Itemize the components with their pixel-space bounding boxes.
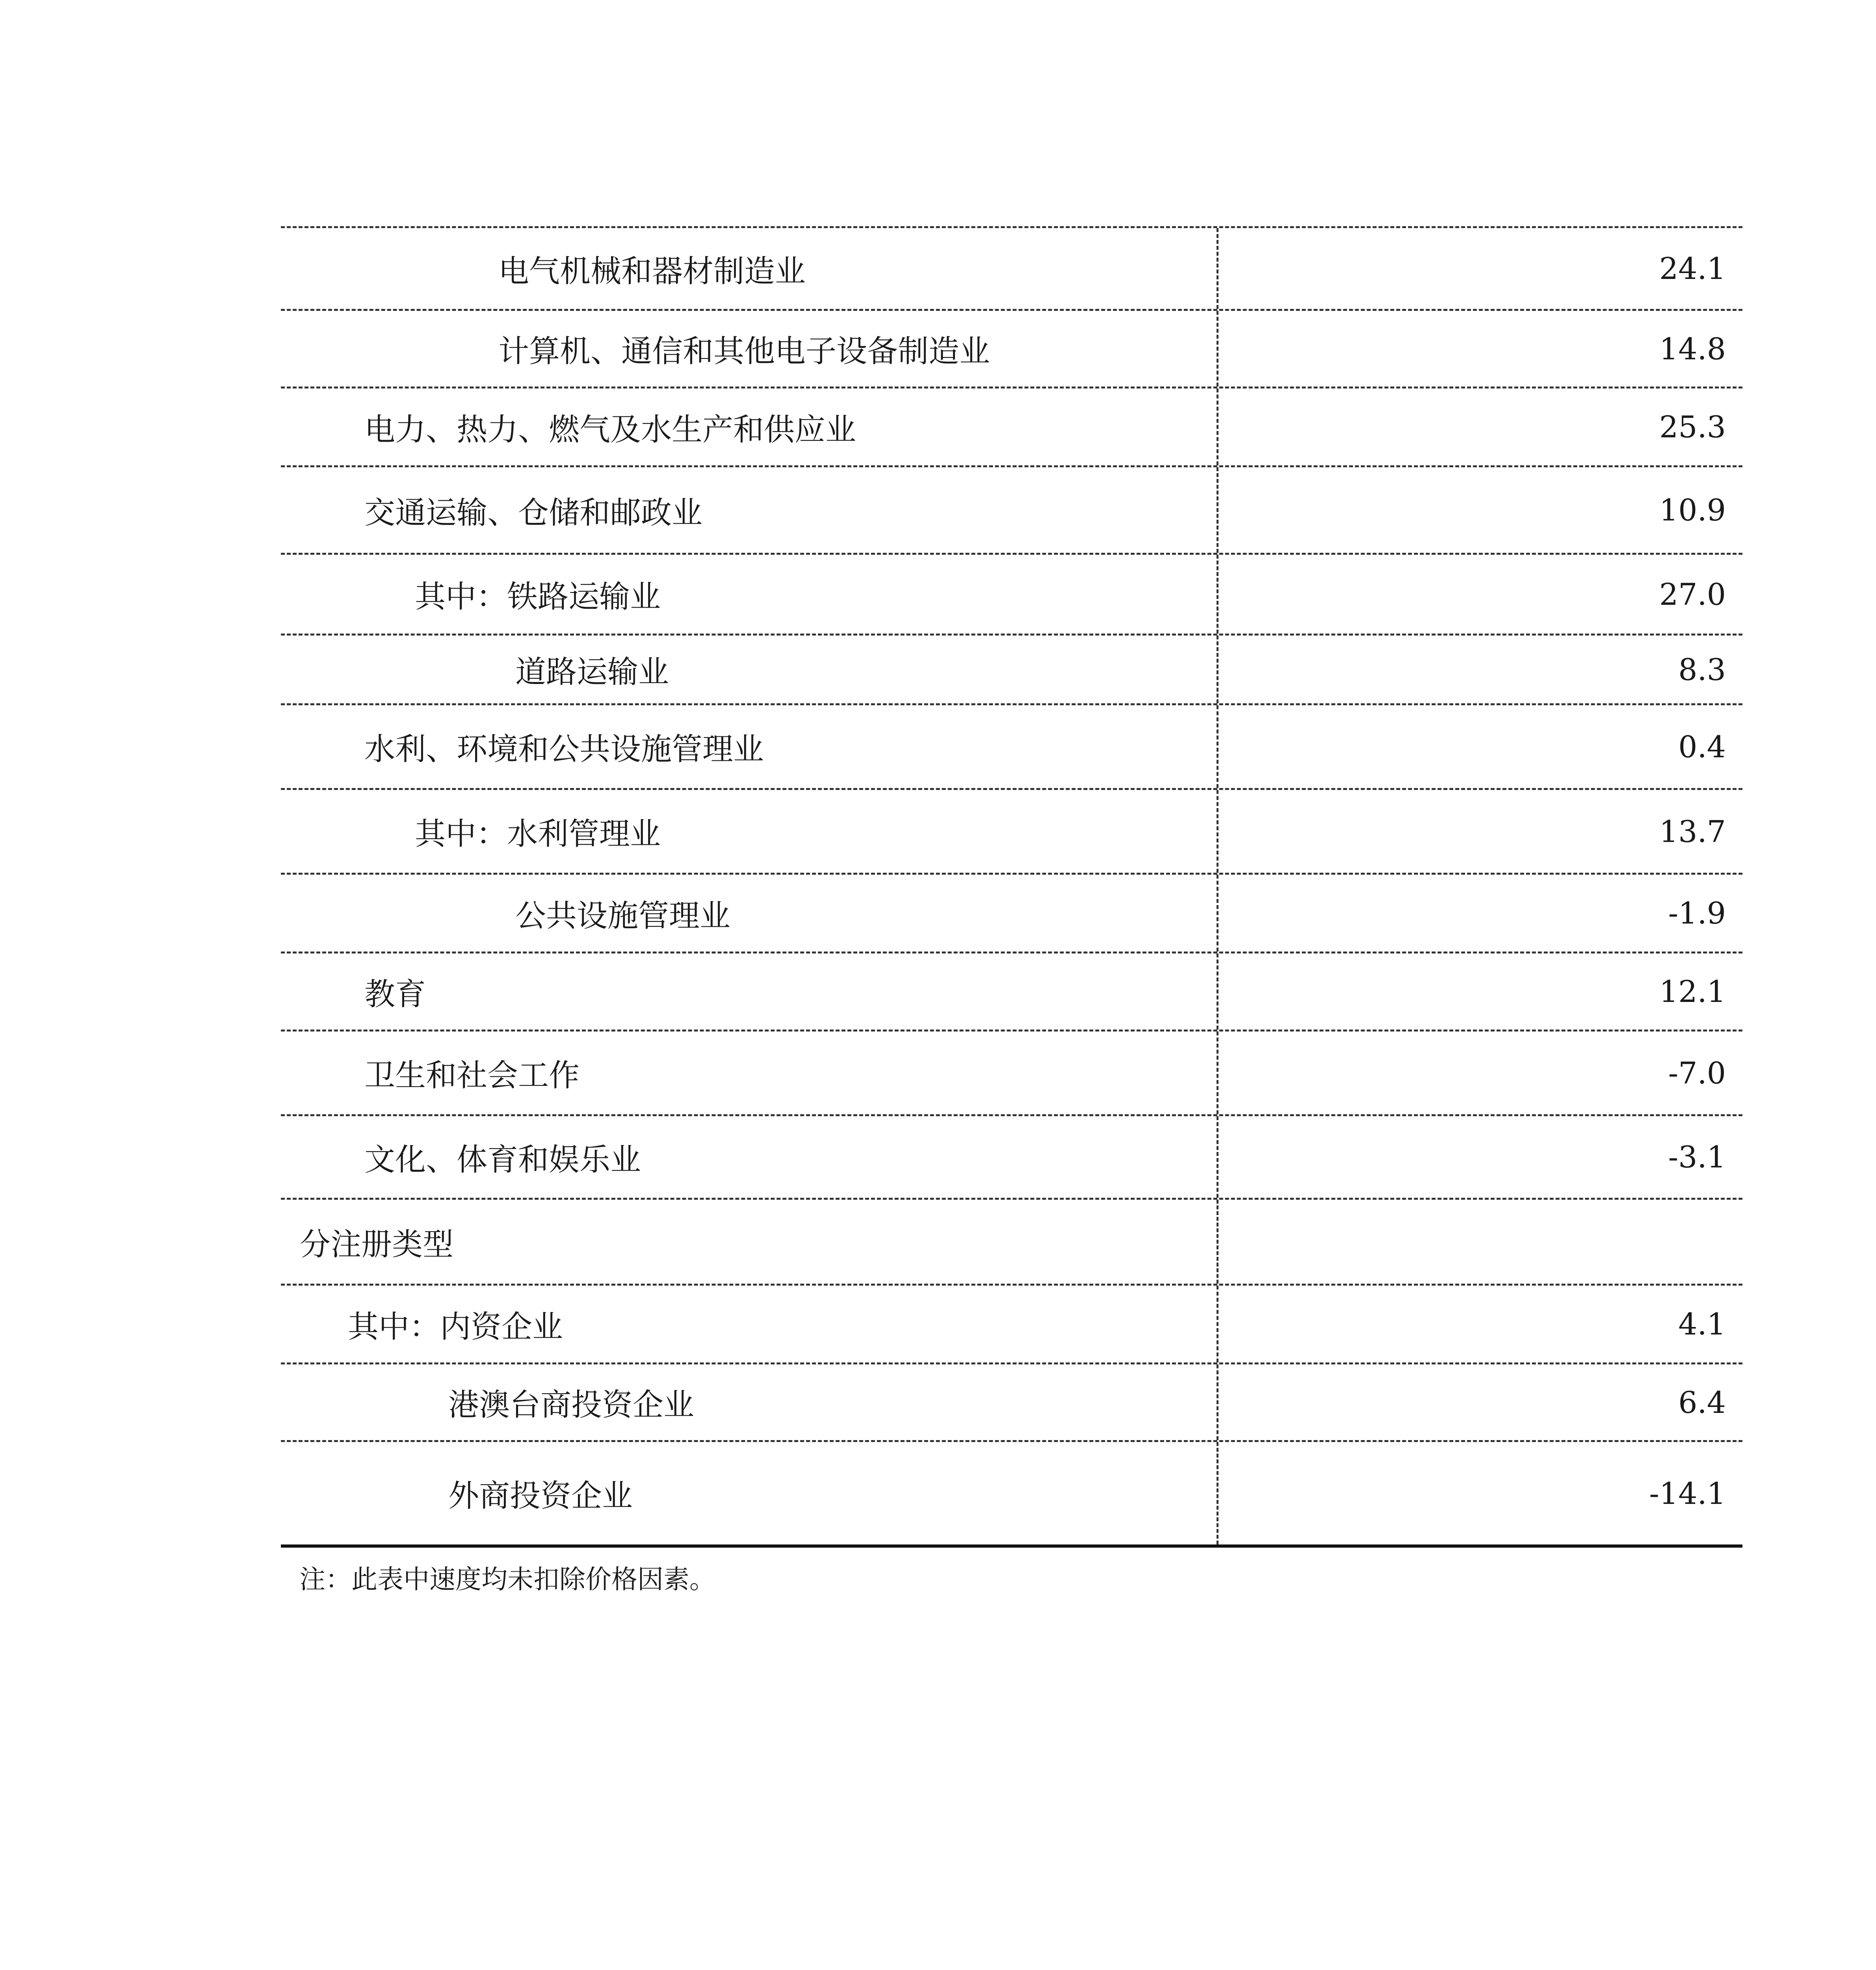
table-row	[281, 228, 1742, 311]
table-row	[281, 467, 1742, 555]
table-row	[281, 1116, 1742, 1200]
row-value: 14.8	[1659, 331, 1726, 366]
row-label: 其中：水利管理业	[281, 790, 1218, 873]
row-value: 25.3	[1659, 409, 1726, 444]
row-label: 水利、环境和公共设施管理业	[281, 705, 1218, 788]
table-row	[281, 636, 1742, 705]
row-label: 港澳台商投资企业	[281, 1364, 1218, 1440]
row-value: 12.1	[1659, 974, 1726, 1009]
row-value: 27.0	[1659, 576, 1726, 612]
table-row	[281, 875, 1742, 953]
row-value: 0.4	[1678, 729, 1726, 764]
row-label: 教育	[281, 953, 1218, 1030]
table-row	[281, 1031, 1742, 1116]
table-row	[281, 1364, 1742, 1442]
table-row	[281, 953, 1742, 1031]
table-row	[281, 311, 1742, 388]
row-value: 8.3	[1678, 652, 1726, 687]
row-value: 13.7	[1659, 814, 1726, 849]
row-label: 分注册类型	[281, 1200, 1218, 1284]
row-value: -14.1	[1649, 1476, 1726, 1511]
row-value: 6.4	[1678, 1385, 1726, 1420]
row-label: 其中：内资企业	[281, 1286, 1218, 1362]
row-label: 公共设施管理业	[281, 875, 1218, 952]
table-row	[281, 705, 1742, 790]
table-footnote: 注：此表中速度均未扣除价格因素。	[299, 1564, 715, 1595]
row-value	[1218, 1200, 1742, 1284]
data-table	[281, 226, 1742, 1548]
row-value: 10.9	[1659, 492, 1726, 528]
table-row	[281, 1200, 1742, 1286]
row-label: 计算机、通信和其他电子设备制造业	[281, 311, 1218, 387]
row-label: 卫生和社会工作	[281, 1031, 1218, 1114]
row-value: -3.1	[1668, 1139, 1726, 1175]
row-value: 24.1	[1659, 251, 1726, 286]
row-label: 文化、体育和娱乐业	[281, 1116, 1218, 1198]
table-row	[281, 790, 1742, 875]
row-value: -7.0	[1668, 1055, 1726, 1091]
table-row	[281, 388, 1742, 467]
table-row	[281, 1286, 1742, 1364]
row-label: 外商投资企业	[281, 1442, 1218, 1544]
table-row	[281, 555, 1742, 636]
row-label: 交通运输、仓储和邮政业	[281, 467, 1218, 553]
row-value: -1.9	[1668, 896, 1726, 931]
row-label: 电力、热力、燃气及水生产和供应业	[281, 388, 1218, 465]
row-label: 电气机械和器材制造业	[281, 228, 1218, 309]
row-label: 道路运输业	[281, 636, 1218, 703]
row-label: 其中：铁路运输业	[281, 555, 1218, 634]
row-value: 4.1	[1678, 1307, 1726, 1342]
table-row	[281, 1442, 1742, 1544]
